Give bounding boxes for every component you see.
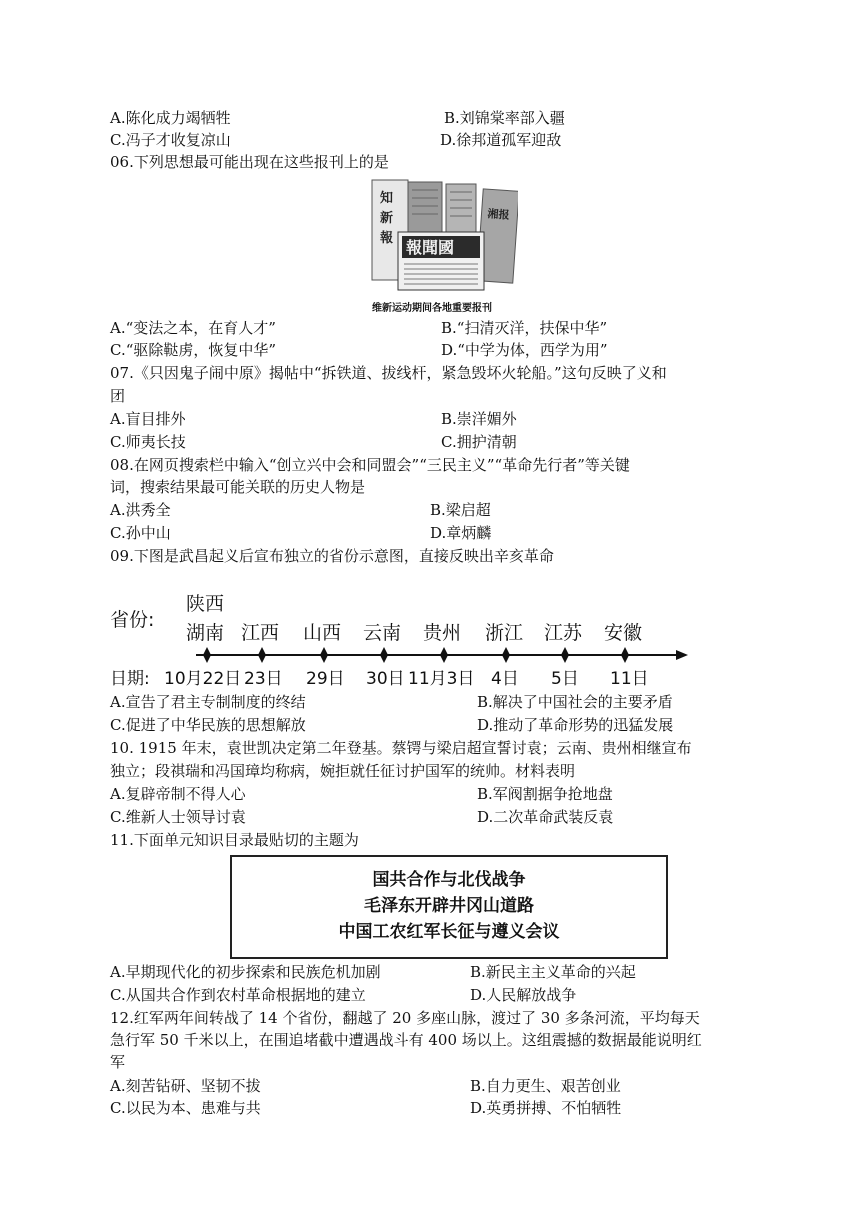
timeline-date-6: 5日 — [551, 669, 579, 689]
q07-stem-line2: 团 — [110, 387, 126, 405]
unit-contents-box — [230, 855, 668, 959]
timeline-tick-1 — [258, 647, 266, 663]
timeline-date-3: 30日 — [366, 669, 405, 689]
timeline-province-1: 江西 — [241, 622, 280, 644]
q09-option-a: A.宣告了君主专制制度的终结 — [110, 693, 306, 711]
timeline-province-7: 安徽 — [604, 622, 643, 644]
timeline-date-4: 11月3日 — [408, 669, 475, 689]
q07-stem-line1: 07.《只因鬼子闹中原》揭帖中“拆铁道、拔线杆，紧急毁坏火轮船。”这句反映了义和 — [110, 364, 667, 382]
timeline-date-5: 4日 — [491, 669, 519, 689]
q11-option-c: C.从国共合作到农村革命根据地的建立 — [110, 986, 366, 1004]
svg-text:報: 報 — [380, 231, 394, 246]
unit-contents-line2: 毛泽东开辟井冈山道路 — [364, 896, 534, 916]
q11-option-b: B.新民主主义革命的兴起 — [470, 963, 636, 981]
timeline-tick-5 — [502, 647, 510, 663]
timeline-tick-4 — [440, 647, 448, 663]
timeline-arrow — [676, 650, 688, 660]
timeline-province-shaanxi: 陕西 — [186, 593, 225, 615]
q07-option-c: C.师夷长技 — [110, 433, 186, 451]
q12-stem-line2: 急行军 50 千米以上，在围追堵截中遭遇战斗有 400 场以上。这组震撼的数据最能说明红 — [110, 1031, 702, 1049]
q10-option-c: C.维新人士领导讨袁 — [110, 808, 246, 826]
timeline-province-2: 山西 — [303, 622, 342, 644]
q08-stem-line2: 词，搜索结果最可能关联的历史人物是 — [110, 478, 366, 496]
q11-option-a: A.早期现代化的初步探索和民族危机加剧 — [110, 963, 381, 981]
q06-option-b: B.“扫清灭洋，扶保中华” — [441, 319, 608, 337]
q09-option-b: B.解决了中国社会的主要矛盾 — [477, 693, 673, 711]
q05-option-b: B.刘锦棠率部入疆 — [444, 109, 565, 127]
q12-stem-line3: 军 — [110, 1053, 126, 1071]
q09-stem: 09.下图是武昌起义后宣布独立的省份示意图，直接反映出辛亥革命 — [110, 547, 554, 565]
q07-option-d: C.拥护清朝 — [441, 433, 517, 451]
timeline-province-5: 浙江 — [485, 622, 524, 644]
q05-option-d: D.徐邦道孤军迎敌 — [440, 131, 562, 149]
timeline-tick-2 — [320, 647, 328, 663]
q07-option-b: B.崇洋媚外 — [441, 410, 517, 428]
timeline-date-label: 日期: — [110, 669, 150, 689]
q10-option-d: D.二次革命武装反袁 — [477, 808, 614, 826]
q12-stem-line1: 12.红军两年间转战了 14 个省份，翻越了 20 多座山脉，渡过了 30 多条河流，平均每天 — [110, 1009, 700, 1027]
q10-option-b: B.军阀割据争抢地盘 — [477, 785, 613, 803]
timeline-tick-0 — [203, 647, 211, 663]
xiangbao-text: 湘报 — [487, 207, 510, 222]
q08-option-d: D.章炳麟 — [430, 524, 492, 542]
q05-option-a: A.陈化成力竭牺牲 — [110, 109, 231, 127]
q12-option-d: D.英勇拼搏、不怕牺牲 — [470, 1099, 622, 1117]
timeline-province-label: 省份: — [110, 609, 155, 631]
svg-text:新: 新 — [380, 211, 394, 226]
independence-timeline — [110, 590, 700, 690]
q05-option-c: C.冯子才收复凉山 — [110, 131, 231, 149]
q06-stem: 06.下列思想最可能出现在这些报刊上的是 — [110, 153, 389, 171]
svg-text:知: 知 — [380, 191, 394, 206]
unit-contents-line1: 国共合作与北伐战争 — [372, 870, 526, 890]
timeline-province-0: 湖南 — [186, 622, 225, 644]
timeline-tick-6 — [561, 647, 569, 663]
q08-option-a: A.洪秀全 — [110, 501, 171, 519]
q07-option-a: A.盲目排外 — [110, 410, 186, 428]
timeline-date-7: 11日 — [610, 669, 649, 689]
q06-image-caption: 维新运动期间各地重要报刊 — [372, 303, 492, 314]
q08-option-b: B.梁启超 — [430, 501, 491, 519]
timeline-province-3: 云南 — [363, 622, 402, 644]
q11-option-d: D.人民解放战争 — [470, 986, 577, 1004]
svg-text:報聞國: 報聞國 — [406, 238, 455, 257]
q12-option-c: C.以民为本、患难与共 — [110, 1099, 261, 1117]
q08-option-c: C.孙中山 — [110, 524, 171, 542]
q12-option-a: A.刻苦钻研、坚韧不拔 — [110, 1077, 261, 1095]
q10-option-a: A.复辟帝制不得人心 — [110, 785, 246, 803]
q11-stem: 11.下面单元知识目录最贴切的主题为 — [110, 831, 359, 849]
q06-option-a: A.“变法之本，在育人才” — [110, 319, 276, 337]
q09-option-d: D.推动了革命形势的迅猛发展 — [477, 716, 674, 734]
q10-stem-line2: 独立；段祺瑞和冯国璋均称病，婉拒就任征讨护国军的统帅。材料表明 — [110, 762, 576, 780]
q06-option-d: D.“中学为体，西学为用” — [441, 341, 608, 359]
q12-option-b: B.自力更生、艰苦创业 — [470, 1077, 621, 1095]
unit-contents-line3: 中国工农红军长征与遵义会议 — [338, 922, 560, 942]
q10-stem-line1: 10. 1915 年末，袁世凯决定第二年登基。蔡锷与梁启超宣誓讨袁；云南、贵州相继宣布 — [110, 739, 692, 757]
q06-option-c: C.“驱除鞑虏，恢复中华” — [110, 341, 277, 359]
q09-option-c: C.促进了中华民族的思想解放 — [110, 716, 306, 734]
timeline-tick-3 — [380, 647, 388, 663]
timeline-date-2: 29日 — [306, 669, 345, 689]
timeline-date-1: 23日 — [244, 669, 283, 689]
timeline-tick-7 — [621, 647, 629, 663]
timeline-province-6: 江苏 — [544, 622, 583, 644]
q08-stem-line1: 08.在网页搜索栏中输入“创立兴中会和同盟会”“三民主义”“革命先行者”等关键 — [110, 456, 630, 474]
timeline-date-0: 10月22日 — [164, 669, 242, 689]
newspapers-image — [368, 178, 518, 296]
timeline-province-4: 贵州 — [423, 622, 462, 644]
